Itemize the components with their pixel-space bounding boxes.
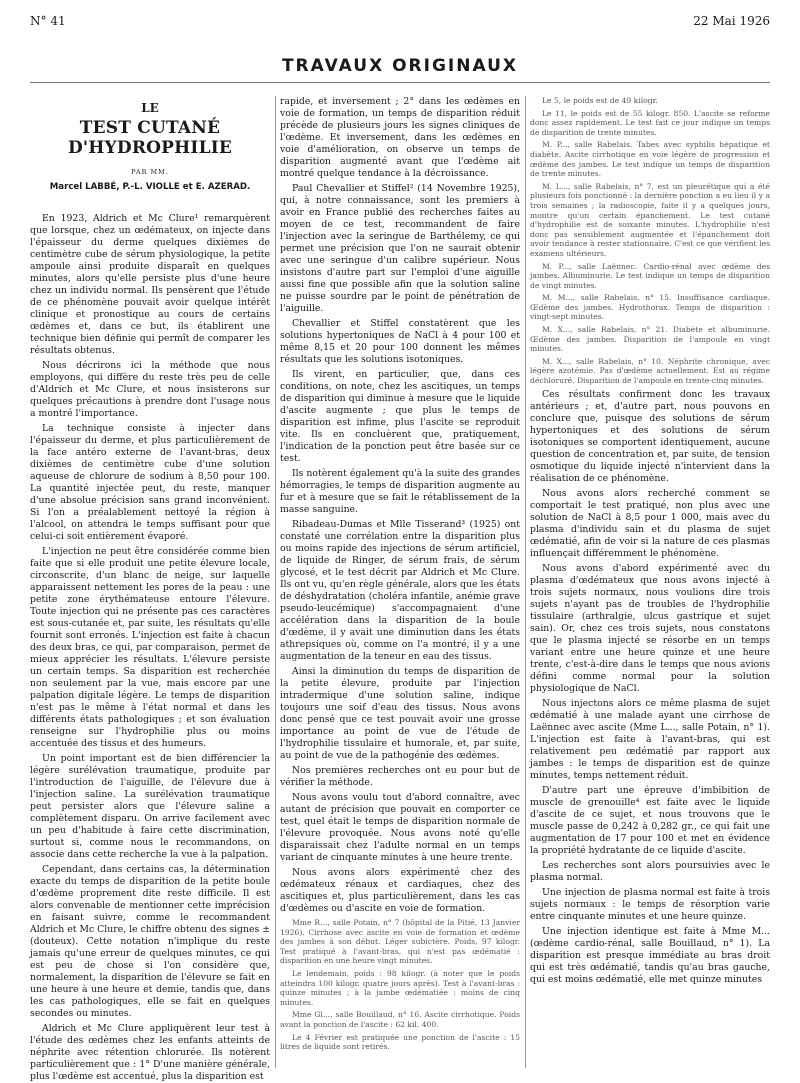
paragraph: Nous avons alors expérimenté chez des œdémateux rénaux et cardiaques, chez des ascitiques et, plus particulièrement, dans les cas d'œdèmes ou d'ascite en voie de formation. xyxy=(280,867,520,914)
paragraph: Un point important est de bien différencier la légère surélévation traumatique, produite par l'introduction de l'aiguille, de l'élevure due à l'injection saline. La surélévation traumatique peut persister alors que l'élevure saline a complètement disparu. On arrive facilement avec un peu d'habitude à faire cette discrimination, surtout si, comme nous le recommandons, on associe dans cette recherche la vue à la palpation. xyxy=(30,753,270,860)
case-note: M. P..., salle Laënnec. Cardio-rénal avec œdème des jambes. Albuminurie. Le test indique un temps de disparition de vingt minutes. xyxy=(530,261,770,290)
paragraph: Ainsi la diminution du temps de disparition de la petite élevure, produite par l'injection intradermique d'une solution saline, indique toujours une soif d'eau des tissus. Nous avons donc pensé que ce test pouvait avoir une grosse importance au point de vue de l'étude de l'hydrophilie tissulaire et humorale, et, par suite, au point de vue de la pathogénie des œdèmes. xyxy=(280,666,520,761)
article-title: TEST CUTANÉ D'HYDROPHILIE xyxy=(67,118,233,158)
header-rule xyxy=(30,82,770,83)
paragraph: Nos premières recherches ont eu pour but de vérifier la méthode. xyxy=(280,765,520,788)
issue-number: N° 41 xyxy=(30,14,66,28)
page-header xyxy=(0,14,800,34)
paragraph: Paul Chevallier et Stiffel² (14 Novembre 1925), qui, à notre connaissance, sont les premiers à avoir en France publié des recherches faites au moyen de ce test, recommandent de faire l'injection avec la seringue de Barthélemy, ce qui permet une précision que l'on ne saurait obtenir avec une seringue d'un calibre supérieur. Nous insistons d'autre part sur l'emploi d'une aiguille aussi fine que possible afin que la solution saline ne puisse sourdre par le point de pénétration de l'aiguille. xyxy=(280,183,520,314)
paragraph: Nous avons voulu tout d'abord connaître, avec autant de précision que pouvait en comporter ce test, quel était le temps de disparition normale de l'élevure provoquée. Nous avons noté qu'elle disparaissait chez l'adulte normal en un temps variant de cinquante minutes à une heure trente. xyxy=(280,792,520,863)
paragraph: Nous injectons alors ce même plasma de sujet œdématié à une malade ayant une cirrhose de Laënnec avec ascite (Mme L..., salle Potain, n° 1). L'injection est faite à l'avant-bras, qui est relativement peu œdématié par rapport aux jambes : le temps de disparition est de quinze minutes, temps nettement réduit. xyxy=(530,697,770,781)
case-note: M. X..., salle Rabelais, n° 10. Néphrite chronique, avec légère azotémie. Pas d'œdème actuellement. Est au régime déchloruré. Disparition de l'ampoule en trente-cinq minutes. xyxy=(530,356,770,386)
paragraph: Cependant, dans certains cas, la détermination exacte du temps de disparition de la petite boule d'œdème proprement dite reste difficile. Il est alors convenable de mentionner cette imprécision en faisant suivre, comme le recommandent Aldrich et Mc Clure, le chiffre obtenu des signes ± (douteux). Cette notation n'implique du reste jamais qu'une erreur de quelques minutes, ce qui est peu de chose si l'on considère que, normalement, la disparition de l'élevure se fait en une heure à une heure et demie, tandis que, dans les cas pathologiques, elle se fait en quelques secondes ou minutes. xyxy=(30,864,270,1019)
paragraph: Une injection identique est faite à Mme M... (œdème cardio-rénal, salle Bouillaud, n° 1). La disparition est presque immédiate au bras droit qui est très œdématié, tandis qu'au bras gauche, qui est moins œdématié, elle met quinze minutes xyxy=(530,925,770,985)
paragraph: Nous avons alors recherché comment se comportait le test pratiqué, non plus avec une solution de NaCl à 8,5 pour 1 000, mais avec du plasma d'individu sain et du plasma de sujet œdématié, afin de voir si la nature de ces plasmas influençait différemment le phénomène. xyxy=(530,487,770,559)
case-note: Mme R..., salle Potain, n° 7 (hôpital de la Pitié, 13 Janvier 1926). Cirrhose avec ascite en voie de formation et œdème des jambes à son début. Léger subictère. Poids, 97 kilogr. Test pratiqué à l'avant-bras, qui n'est pas œdématié : disparition en une heure vingt minutes. xyxy=(280,918,520,966)
paragraph: Ils notèrent également qu'à la suite des grandes hémorragies, le temps de disparition augmente au fur et à mesure que se fait le rétablissement de la masse sanguine. xyxy=(280,468,521,515)
column-divider xyxy=(275,96,276,1068)
issue-date: 22 Mai 1926 xyxy=(693,14,770,28)
paragraph: La technique consiste à injecter dans l'épaisseur du derme, et plus particulièrement de la face antéro externe de l'avant-bras, deux dixièmes de centimètre cube d'une solution aqueuse de chlorure de sodium à 8,50 pour 100. La quantité injectée peut, du reste, manquer d'une absolue précision sans grand inconvénient. Si l'on a préalablement nettoyé la région à l'alcool, on attendra le temps suffisant pour que celui-ci soit entièrement évaporé. xyxy=(30,423,270,542)
paragraph: L'injection ne peut être considérée comme bien faite que si elle produit une petite élevure locale, circonscrite, d'un blanc de neige, sur laquelle apparaissent nettement les pores de la peau : une petite zone érythémateuse entoure l'élevure. Toute injection qui ne présente pas ces caractères est sous-cutanée et, par suite, les résultats qu'elle fournit sont erronés. L'injection est faite à chacun des deux bras, ce qui, par comparaison, permet de mieux apprécier les résultats. L'élevure persiste un certain temps. Sa disparition est recherchée non seulement par la vue, mais encore par une palpation digitale légère. Le temps de disparition n'est pas le même à l'état normal et dans les différents états pathologiques ; et son évaluation renseigne sur l'hydrophilie plus ou moins accentuée des tissus et des humeurs. xyxy=(30,546,270,749)
column-2 xyxy=(280,96,520,1068)
paragraph: Nous avons d'abord expérimenté avec du plasma d'œdémateux que nous avons injecté à trois sujets normaux, nous voulions dire trois sujets n'ayant pas de troubles de l'hydrophilie tissulaire (arthralgie, ulcus gastrique et sujet sain). Or, chez ces trois sujets, nous constatons que le plasma injecté se résorbe en un temps variant entre une heure quinze et une heure trente, c'est-à-dire dans le temps que nous avions défini comme normal pour la solution physiologique de NaCl. xyxy=(530,562,770,694)
case-note: Le 4 Février est pratiquée une ponction de l'ascite : 15 litres de liquide sont retirés. xyxy=(280,1032,520,1052)
case-note: M. M..., salle Rabelais, n° 15. Insuffisance cardiaque. Œdème des jambes. Hydrothorax. Temps de disparition : vingt-sept minutes. xyxy=(530,293,770,322)
paragraph: D'autre part une épreuve d'imbibition de muscle de grenouille⁴ est faite avec le liquide d'ascite de ce sujet, et nous trouvons que le muscle passe de 0,242 à 0,282 gr., ce qui fait une augmentation de 17 pour 100 et met en évidence la propriété hydratante de ce liquide d'ascite. xyxy=(530,784,770,856)
section-title: TRAVAUX ORIGINAUX xyxy=(281,56,519,76)
column-3 xyxy=(530,96,770,1068)
case-note: M. X..., salle Rabelais, n° 21. Diabète et albuminurie. Œdème des jambes. Disparition de l'ampoule en vingt minutes. xyxy=(530,325,770,354)
paragraph: Chevallier et Stiffel constatèrent que les solutions hypertoniques de NaCl à 4 pour 100 et même 8,15 et 20 pour 100 donnent les mêmes résultats que les solutions isotoniques. xyxy=(280,318,520,365)
paragraph: Aldrich et Mc Clure appliquèrent leur test à l'étude des œdèmes chez les enfants atteints de néphrite avec rétention chlorurée. Ils notèrent particulièrement que : 1° D'une manière générale, plus l'œdème est accentué, plus la disparition est xyxy=(30,1023,270,1082)
column-1 xyxy=(30,96,270,1082)
case-note: Le lendemain, poids : 98 kilogr. (à noter que le poids atteindra 100 kilogr. quatre jours après). Test à l'avant-bras : quinze minutes ; à la jambe œdématiée : moins de cinq minutes. xyxy=(280,968,520,1007)
paragraph: Ces résultats confirment donc les travaux antérieurs ; et, d'autre part, nous pouvons en conclure que, puisque des solutions de sérum hypertoniques et des solutions de sérum isotoniques se comportent identiquement, aucune question de concentration et, par suite, de tension osmotique du liquide injecté n'intervient dans la réalisation de ce phénomène. xyxy=(530,388,770,484)
case-note: Le 11, le poids est de 55 kilogr. 850. L'ascite se reforme donc assez rapidement. Le test fait ce jour indique un temps de disparition de trente minutes. xyxy=(530,108,770,137)
article-par: PAR MM. xyxy=(131,168,169,176)
case-note: Mme Gl..., salle Bouillaud, n° 16. Ascite cirrhotique. Poids avant la ponction de l'ascite : 62 kil. 400. xyxy=(280,1010,520,1029)
case-note: Le 5, le poids est de 49 kilogr. xyxy=(542,96,658,105)
paragraph: Ils virent, en particulier, que, dans ces conditions, on note, chez les ascitiques, un temps de disparition qui diminue à mesure que le liquide d'ascite augmente ; que plus le temps de disparition est infime, plus l'ascite se reproduit vite. Ils en concluèrent que, pratiquement, l'indication de la ponction peut être basée sur ce test. xyxy=(280,369,520,464)
column-divider xyxy=(525,96,526,1068)
article-title-prefix: LE xyxy=(141,101,159,115)
paragraph: Une injection de plasma normal est faite à trois sujets normaux : le temps de résorption varie entre cinquante minutes et une heure quinze. xyxy=(530,886,770,922)
paragraph: rapide, et inversement ; 2° dans les œdèmes en voie de formation, un temps de disparition réduit précède de plusieurs jours les signes cliniques de l'œdème. Et inversement, dans les œdèmes en voie d'amélioration, on observe un temps de disparition augmenté avant que l'œdème ait montré quelque tendance à la décroissance. xyxy=(280,96,520,179)
paragraph: En 1923, Aldrich et Mc Clure¹ remarquèrent que lorsque, chez un œdémateux, on injecte dans l'épaisseur du derme quelques dixièmes de centimètre cube de sérum physiologique, la petite ampoule ainsi produite disparaît en quelques minutes, alors qu'elle persiste plus d'une heure chez un individu normal. Ils pensèrent que l'étude de ce phénomène pouvait avoir quelque intérêt clinique et pronostique au cours de certains œdèmes et, dans ce but, ils établirent une technique bien définie qui permît de comparer les résultats obtenus. xyxy=(30,213,270,356)
case-note: M. L..., salle Rabelais, n° 7, est un pleurétique qui a été plusieurs fois ponctionné : la dernière ponction a eu lieu il y a trois semaines ; la radioscopie, faite il y a quelques jours, montre qu'un certain épanchement. Le test cutané d'hydrophilie est de soixante minutes. L'hydrophilie n'est donc pas sensiblement augmentée et l'épanchement doit avoir tendance à rester stationnaire. C'est ce que vérifient les examens ultérieurs. xyxy=(530,181,770,258)
article-authors: Marcel LABBÉ, P.-L. VIOLLE et E. AZERAD. xyxy=(49,182,251,192)
case-note: M. P..., salle Rabelais. Tabes avec syphilis hépatique et diabète. Ascite cirrhotique en voie légère de progression et œdème des jambes. Le test indique un temps de disparition de trente minutes. xyxy=(530,140,770,179)
paragraph: Les recherches sont alors poursuivies avec le plasma normal. xyxy=(530,859,770,883)
paragraph: Ribadeau-Dumas et Mlle Tisserand³ (1925) ont constaté une corrélation entre la disparition plus ou moins rapide des injections de sérum artificiel, de liquide de Ringer, de sérum frais, de sérum glycosé, et le test décrit par Aldrich et Mc Clure. Ils ont vu, qu'en règle générale, alors que les états de déshydratation (choléra infantile, anémie grave pseudo-leucémique) s'accompagnaient d'une accélération dans la disparition de la boule d'œdème, il y avait une diminution dans les états athrepsiques où, comme on l'a montré, il y a une augmentation de la teneur en eau des tissus. xyxy=(280,519,520,662)
paragraph: Nous décrirons ici la méthode que nous employons, qui diffère du reste très peu de celle d'Aldrich et Mc Clure, et nous insisterons sur quelques précautions à prendre dont l'usage nous a montré l'importance. xyxy=(30,360,270,419)
